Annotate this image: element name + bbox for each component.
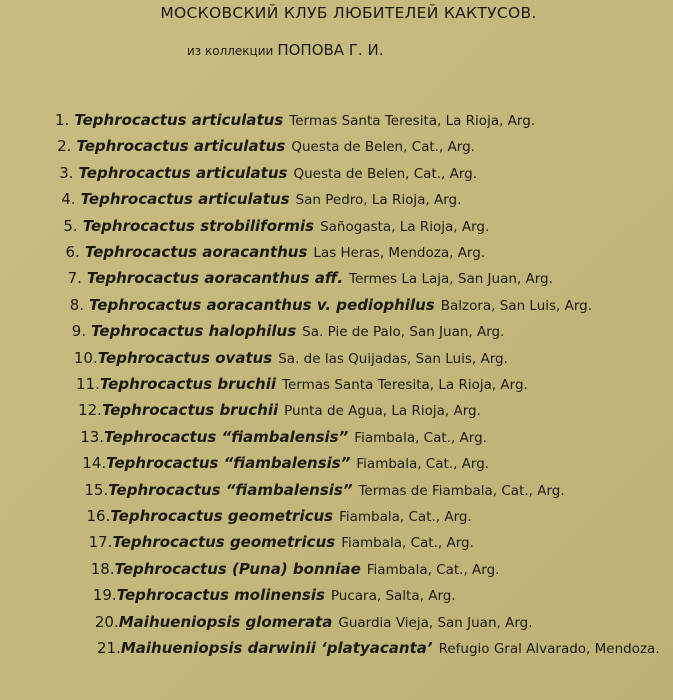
list-item — [55, 110, 535, 131]
entry-number: 18. — [90, 559, 115, 578]
entry-number: 5. — [63, 216, 78, 235]
list-item — [84, 480, 564, 501]
locality: Guardia Vieja, San Juan, Arg. — [338, 614, 533, 631]
species-name: Tephrocactus molinensis — [116, 586, 325, 605]
entry-number: 15. — [84, 480, 109, 499]
entry-number: 2. — [57, 137, 72, 156]
entry-number: 3. — [59, 163, 74, 182]
species-name: Tephrocactus (Puna) bonniae — [114, 559, 361, 578]
list-item — [89, 532, 474, 553]
entry-number: 17. — [88, 533, 113, 552]
list-item — [66, 242, 486, 263]
locality: Termes La Laja, San Juan, Arg. — [349, 271, 553, 288]
list-item — [87, 506, 472, 527]
species-name: Tephrocactus “fiambalensis” — [106, 454, 351, 473]
list-item — [63, 216, 489, 237]
entry-number: 4. — [61, 190, 76, 209]
locality: San Pedro, La Rioja, Arg. — [295, 192, 462, 209]
list-item — [68, 268, 553, 289]
locality: Fiambala, Cat., Arg. — [356, 456, 490, 473]
locality: Pucara, Salta, Arg. — [330, 588, 456, 605]
species-name: Tephrocactus ovatus — [97, 348, 273, 367]
species-name: Tephrocactus articulatus — [74, 111, 284, 129]
list-item — [59, 163, 477, 184]
locality: Termas de Fiambala, Cat., Arg. — [358, 482, 565, 499]
entry-number: 6. — [65, 243, 80, 261]
locality: Termas Santa Teresita, La Rioja, Arg. — [282, 377, 528, 393]
entry-number: 13. — [80, 427, 105, 446]
locality: Sañogasta, La Rioja, Arg. — [320, 218, 490, 235]
list-item — [82, 453, 489, 474]
locality: Fiambala, Cat., Arg. — [366, 561, 500, 578]
species-name: Tephrocactus bruchii — [99, 375, 277, 393]
locality: Fiambala, Cat., Arg. — [341, 535, 474, 552]
locality: Sa. de las Quijadas, San Luis, Arg. — [278, 350, 508, 367]
collector-name: ПОПОВА Г. И. — [277, 41, 384, 59]
locality: Refugio Gral Alvarado, Mendoza. — [438, 641, 660, 657]
entry-number: 12. — [78, 401, 102, 420]
species-name: Maihueniopsis darwinii ‘platyacanta’ — [120, 639, 433, 657]
entry-number: 19. — [92, 586, 117, 605]
collection-subtitle — [187, 41, 384, 59]
subtitle-prefix: из коллекции — [187, 44, 274, 58]
locality: Fiambala, Cat., Arg. — [339, 509, 472, 525]
locality: Fiambala, Cat., Arg. — [354, 429, 487, 446]
entry-number: 8. — [69, 295, 84, 314]
entry-number: 21. — [97, 639, 121, 657]
list-item — [74, 348, 508, 369]
species-name: Tephrocactus aoracanthus v. pediophilus — [89, 295, 435, 314]
species-name: Tephrocactus articulatus — [80, 190, 290, 209]
page-title: МОСКОВСКИЙ КЛУБ ЛЮБИТЕЛЕЙ КАКТУСОВ. — [160, 4, 537, 22]
entry-number: 1. — [55, 111, 70, 129]
species-name: Tephrocactus bruchii — [101, 401, 279, 420]
species-name: Maihueniopsis glomerata — [118, 612, 333, 631]
species-name: Tephrocactus articulatus — [76, 137, 286, 156]
entry-number: 7. — [67, 269, 82, 288]
entry-number: 10. — [73, 348, 98, 367]
list-item — [95, 612, 533, 633]
locality: Sa. Pie de Palo, San Juan, Arg. — [302, 324, 505, 341]
entry-number: 16. — [86, 507, 111, 525]
species-name: Tephrocactus “fiambalensis” — [104, 427, 349, 446]
species-name: Tephrocactus “fiambalensis” — [108, 480, 353, 499]
species-name: Tephrocactus aoracanthus — [84, 243, 308, 261]
locality: Termas Santa Teresita, La Rioja, Arg. — [289, 113, 536, 129]
locality: Las Heras, Mendoza, Arg. — [313, 245, 486, 261]
list-item — [72, 321, 505, 342]
locality: Questa de Belen, Cat., Arg. — [293, 165, 478, 182]
species-name: Tephrocactus strobiliformis — [82, 216, 315, 235]
list-item — [57, 136, 475, 157]
species-name: Tephrocactus articulatus — [78, 163, 288, 182]
list-item — [70, 295, 592, 316]
list-item — [91, 559, 500, 580]
locality: Questa de Belen, Cat., Arg. — [291, 139, 475, 156]
species-name: Tephrocactus halophilus — [91, 322, 297, 341]
locality: Balzora, San Luis, Arg. — [440, 297, 593, 314]
locality: Punta de Agua, La Rioja, Arg. — [284, 403, 481, 420]
list-item — [97, 638, 660, 659]
list-item — [93, 585, 456, 606]
list-item — [78, 400, 481, 421]
entry-number: 14. — [82, 454, 107, 473]
list-item — [80, 427, 487, 448]
list-item — [76, 374, 528, 395]
entry-number: 9. — [71, 322, 87, 341]
species-name: Tephrocactus geometricus — [110, 507, 334, 525]
entry-number: 11. — [76, 375, 100, 393]
species-name: Tephrocactus geometricus — [112, 533, 336, 552]
list-item — [61, 189, 461, 210]
entry-number: 20. — [94, 612, 119, 631]
species-name: Tephrocactus aoracanthus aff. — [86, 269, 344, 288]
